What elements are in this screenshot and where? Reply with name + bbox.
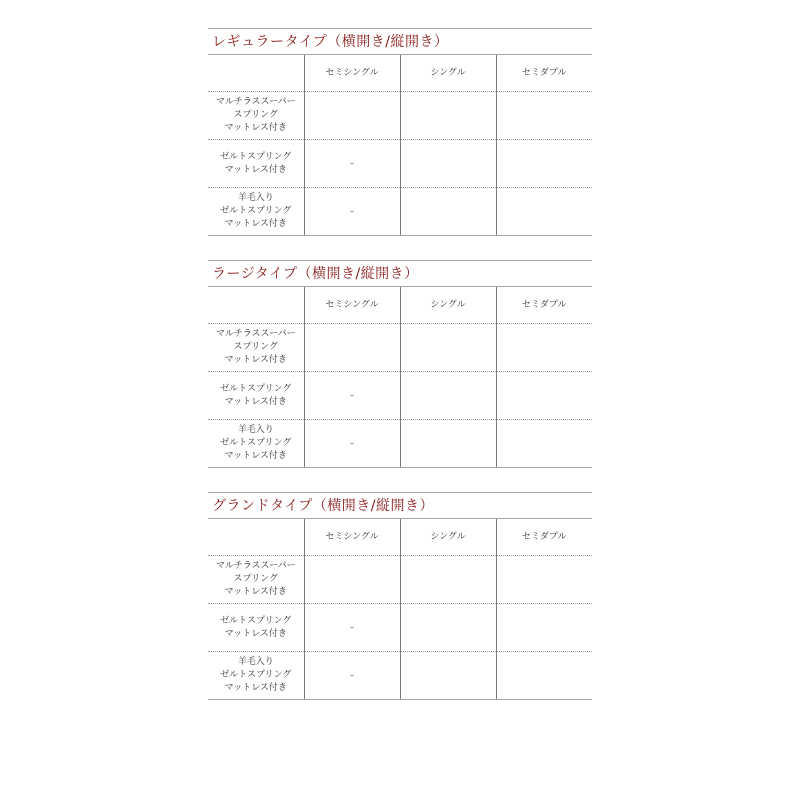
table-cell <box>496 420 592 468</box>
table-cell <box>304 604 400 652</box>
column-header: セミシングル <box>304 519 400 556</box>
table-cell <box>304 372 400 420</box>
column-header: シングル <box>400 287 496 324</box>
table-cell <box>400 372 496 420</box>
table-cell <box>496 92 592 140</box>
row-label: マルチラススーパー スプリング マットレス付き <box>208 92 304 140</box>
table-cell <box>400 556 496 604</box>
row-label: 羊毛入り ゼルトスプリング マットレス付き <box>208 188 304 236</box>
header-corner-cell <box>208 287 304 324</box>
unavailable-mark: – <box>349 437 355 449</box>
table-row <box>208 188 592 236</box>
header-corner-cell <box>208 519 304 556</box>
size-table <box>208 519 592 700</box>
table-cell <box>304 140 400 188</box>
size-table-section <box>208 28 592 236</box>
unavailable-mark: – <box>349 389 355 401</box>
size-table <box>208 55 592 236</box>
column-header: セミシングル <box>304 55 400 92</box>
table-cell <box>496 188 592 236</box>
table-cell <box>400 92 496 140</box>
table-row <box>208 140 592 188</box>
size-table <box>208 287 592 468</box>
row-label: マルチラススーパー スプリング マットレス付き <box>208 324 304 372</box>
table-cell <box>496 140 592 188</box>
column-header: セミダブル <box>496 519 592 556</box>
table-header-row <box>208 519 592 556</box>
table-row <box>208 604 592 652</box>
unavailable-mark: – <box>349 205 355 217</box>
table-cell <box>496 604 592 652</box>
size-table-section <box>208 492 592 700</box>
row-label: 羊毛入り ゼルトスプリング マットレス付き <box>208 420 304 468</box>
table-row <box>208 652 592 700</box>
size-table-section <box>208 260 592 468</box>
section-title: ラージタイプ（横開き/縦開き） <box>208 260 592 287</box>
table-cell <box>400 604 496 652</box>
table-row <box>208 372 592 420</box>
table-row <box>208 420 592 468</box>
row-label: ゼルトスプリング マットレス付き <box>208 140 304 188</box>
row-label: ゼルトスプリング マットレス付き <box>208 372 304 420</box>
unavailable-mark: – <box>349 621 355 633</box>
row-label: ゼルトスプリング マットレス付き <box>208 604 304 652</box>
column-header: セミシングル <box>304 287 400 324</box>
table-cell <box>400 420 496 468</box>
section-title: グランドタイプ（横開き/縦開き） <box>208 492 592 519</box>
table-cell <box>304 556 400 604</box>
table-cell <box>304 92 400 140</box>
column-header: セミダブル <box>496 55 592 92</box>
table-cell <box>496 556 592 604</box>
column-header: シングル <box>400 519 496 556</box>
table-cell <box>304 324 400 372</box>
table-row <box>208 556 592 604</box>
unavailable-mark: – <box>349 669 355 681</box>
table-row <box>208 324 592 372</box>
table-cell <box>304 188 400 236</box>
table-header-row <box>208 55 592 92</box>
row-label: 羊毛入り ゼルトスプリング マットレス付き <box>208 652 304 700</box>
table-row <box>208 92 592 140</box>
table-cell <box>496 372 592 420</box>
table-cell <box>400 324 496 372</box>
column-header: シングル <box>400 55 496 92</box>
table-cell <box>304 652 400 700</box>
table-cell <box>400 140 496 188</box>
header-corner-cell <box>208 55 304 92</box>
table-cell <box>400 188 496 236</box>
column-header: セミダブル <box>496 287 592 324</box>
unavailable-mark: – <box>349 157 355 169</box>
row-label: マルチラススーパー スプリング マットレス付き <box>208 556 304 604</box>
table-cell <box>400 652 496 700</box>
table-cell <box>496 324 592 372</box>
section-title: レギュラータイプ（横開き/縦開き） <box>208 28 592 55</box>
table-cell <box>304 420 400 468</box>
table-cell <box>496 652 592 700</box>
table-header-row <box>208 287 592 324</box>
